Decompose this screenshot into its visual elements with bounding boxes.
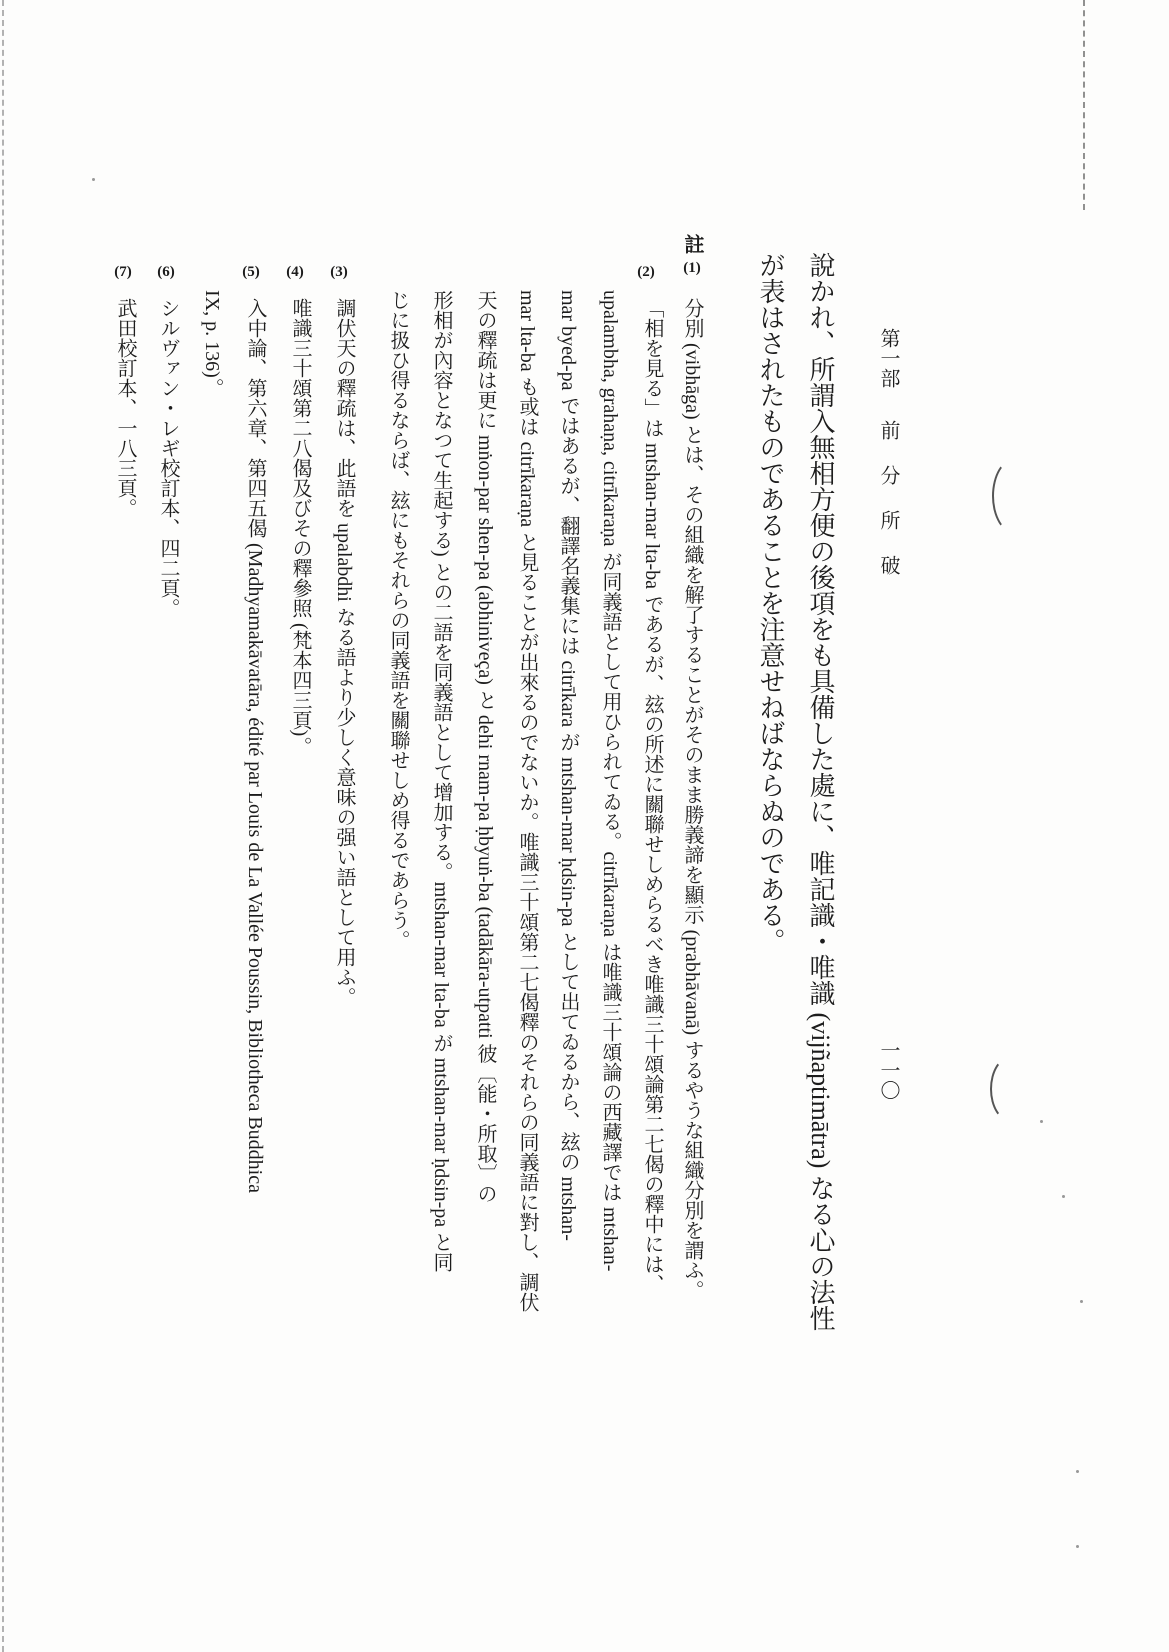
note-marker-1: (1) — [683, 260, 701, 276]
note-line: 武田校訂本、一八三頁。 — [114, 298, 136, 518]
note-marker-2: (2) — [637, 264, 655, 280]
note-line: 入中論、第六章、第四五偈 (Madhyamakāvatāra, édité par Louis de La Vallée Poussin, Bibliotheca Buddhica — [244, 298, 266, 1193]
note-marker-4: (4) — [286, 264, 304, 280]
running-head-title: 前分所破 — [877, 420, 899, 600]
note-line: 「相を見る」は mtshan-mar lta-ba であるが、玆の所述に關聯せしめらるべき唯識三十頌論第二七偈の釋中には、 — [641, 298, 663, 1295]
note-line: じに扱ひ得るならば、玆にもそれらの同義語を關聯せしめ得るであらう。 — [387, 290, 409, 950]
scan-speck — [1076, 1470, 1079, 1473]
note-marker-6: (6) — [157, 264, 175, 280]
scan-speck — [1062, 1195, 1065, 1198]
note-marker-3: (3) — [330, 264, 348, 280]
scan-speck — [1080, 1300, 1083, 1303]
note-line: mar lta-ba も或は citrīkaraṇa と見ることが出來るのでないか。唯識三十頌第二七偈釋のそれらの同義語に對し、調伏 — [516, 290, 538, 1313]
scan-speck — [92, 178, 95, 181]
note-line: シルヴァン・レギ校訂本、四二頁。 — [157, 298, 179, 618]
note-marker-5: (5) — [242, 264, 260, 280]
note-marker-7: (7) — [114, 264, 132, 280]
page-number: 一一〇 — [877, 1040, 899, 1100]
scan-arc-mark — [992, 458, 1038, 534]
scan-arc-mark — [990, 1056, 1032, 1122]
running-head-part: 第一部 — [877, 328, 899, 388]
note-line: 唯識三十頌第二八偈及びその釋參照 (梵本四三頁)。 — [289, 298, 311, 757]
note-line: IX, p. 136)。 — [201, 290, 223, 398]
note-line: 調伏天の釋疏は、此語を upalabdhi なる語より少しく意味の强い語として用ふ。 — [333, 298, 355, 1007]
note-line: upalambha, grahaṇa, citrīkaraṇa が同義語として用ひられてゐる。citrīkaraṇa は唯識三十頌論の西藏譯では mtshan- — [599, 290, 621, 1272]
note-line: mar byed-pa ではあるが、翻譯名義集には citrīkara が mtshan-mar ḥdsin-pa として出てゐるから、玆の mtshan- — [557, 290, 579, 1241]
scan-speck — [1076, 1545, 1079, 1548]
scan-speck — [1040, 1120, 1043, 1123]
note-line: 形相が內容となつて生起する) との二語を同義語として增加する。mtshan-mar lta-ba が mtshan-mar ḥdsin-pa と同 — [430, 290, 452, 1273]
scan-edge-right — [1083, 0, 1085, 210]
note-line: 天の釋疏は更に mṅon-par shen-pa (abhiniveça) と dehi rnam-pa ḥbyuṅ-ba (tadākāra-utpatti 彼〔能・所取〕の — [474, 290, 496, 1204]
notes-label: 註 — [681, 234, 703, 254]
body-line: が表はされたものであることを注意せねばならぬのである。 — [756, 252, 785, 954]
body-line: 說かれ、所謂入無相方便の後項をも具備した處に、唯記識・唯識 (vijñaptimātra) なる心の法性 — [806, 252, 835, 1331]
note-line: 分別 (vibhāga) とは、その組織を解了することがそのまま勝義諦を顯示 (prabhāvanā) するやうな組織分別を謂ふ。 — [681, 298, 703, 1301]
scan-edge-left — [2, 0, 4, 1652]
